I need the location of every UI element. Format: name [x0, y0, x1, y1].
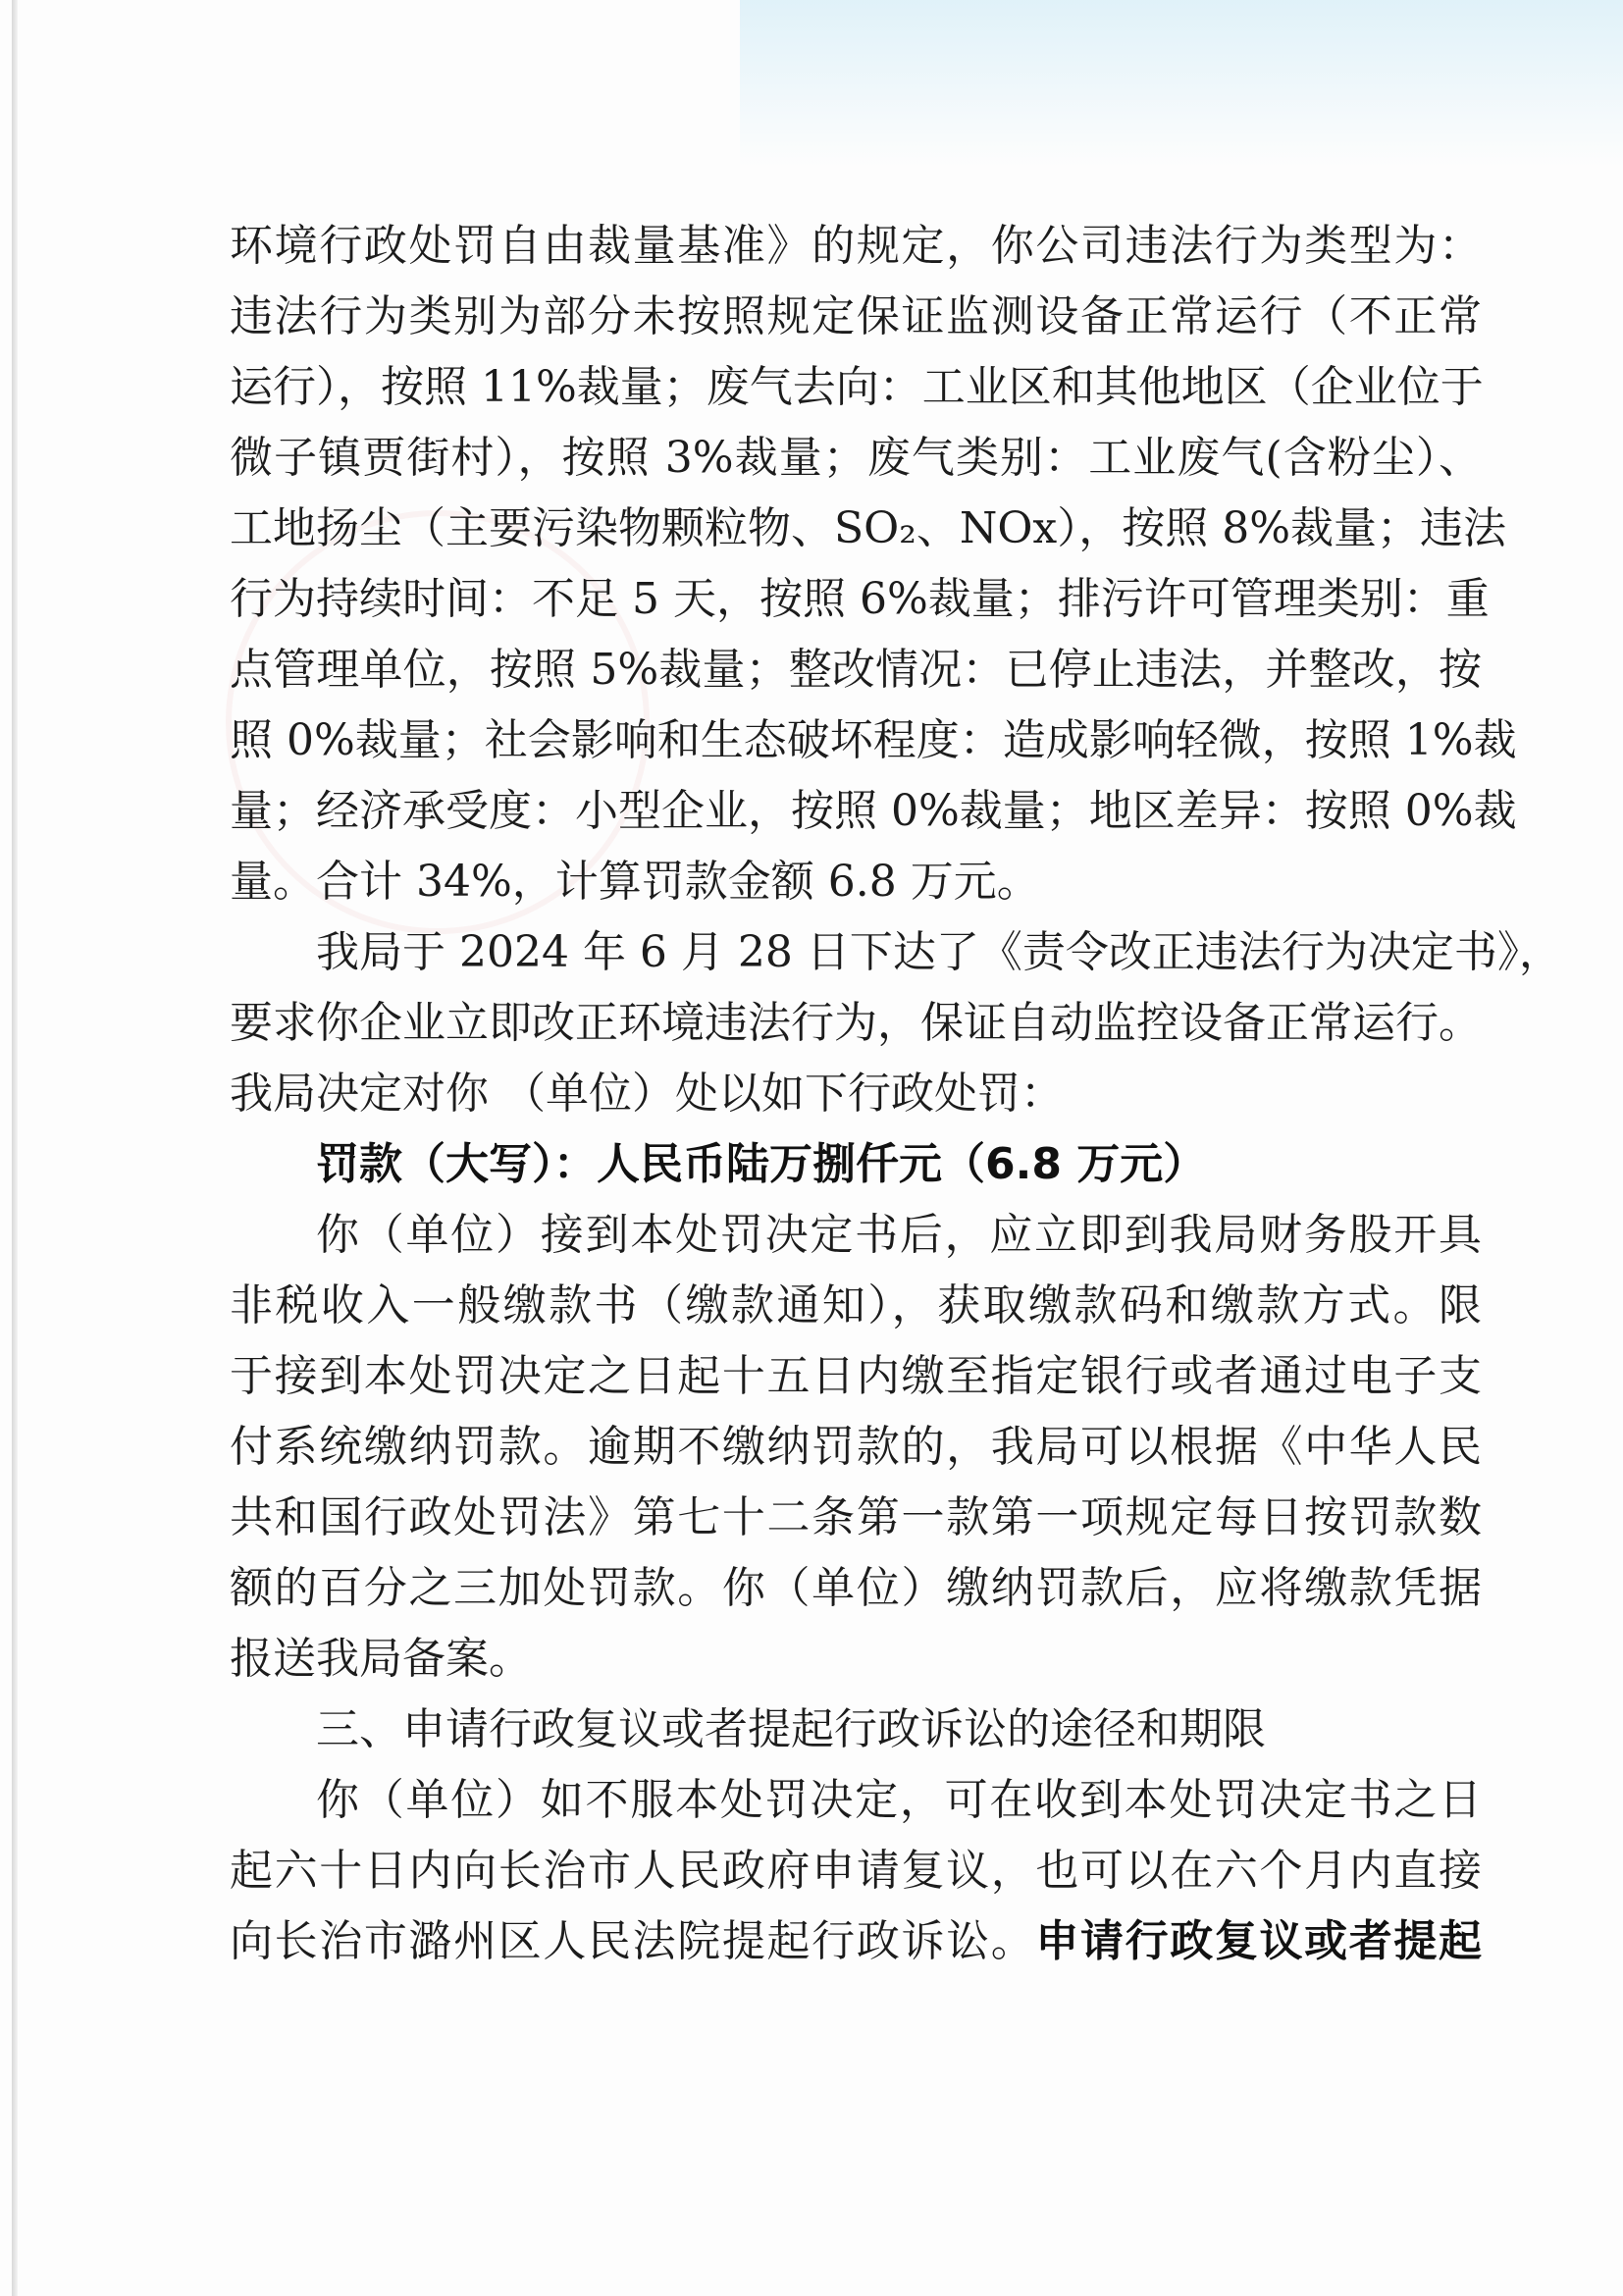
- body-line: 违法行为类别为部分未按照规定保证监测设备正常运行（不正常: [230, 291, 1482, 341]
- body-text: 向长治市潞州区人民法院提起行政诉讼。: [230, 1916, 1036, 1966]
- section-heading: 三、申请行政复议或者提起行政诉讼的途径和期限: [316, 1704, 1266, 1754]
- body-line: 非税收入一般缴款书（缴款通知），获取缴款码和缴款方式。限: [230, 1280, 1482, 1331]
- body-line: 额的百分之三加处罚款。你（单位）缴纳罚款后，应将缴款凭据: [230, 1563, 1482, 1613]
- bold-emphasis-text: 申请行政复议或者提起: [1035, 1916, 1483, 1966]
- body-line: 共和国行政处罚法》第七十二条第一款第一项规定每日按罚款数: [230, 1492, 1482, 1542]
- body-line: 行为持续时间：不足 5 天，按照 6%裁量；排污许可管理类别：重: [230, 574, 1490, 624]
- body-line: 要求你企业立即改正环境违法行为，保证自动监控设备正常运行。: [230, 998, 1482, 1048]
- body-line: 于接到本处罚决定之日起十五日内缴至指定银行或者通过电子支: [230, 1351, 1482, 1401]
- body-line: 起六十日内向长治市人民政府申请复议，也可以在六个月内直接: [230, 1846, 1482, 1896]
- body-line: 你（单位）接到本处罚决定书后，应立即到我局财务股开具: [316, 1210, 1482, 1260]
- body-line: 我局于 2024 年 6 月 28 日下达了《责令改正违法行为决定书》，: [316, 927, 1562, 977]
- body-line: 量；经济承受度：小型企业，按照 0%裁量；地区差异：按照 0%裁: [230, 786, 1517, 836]
- body-line: 你（单位）如不服本处罚决定，可在收到本处罚决定书之日: [316, 1775, 1482, 1825]
- body-line: 我局决定对你 （单位）处以如下行政处罚：: [230, 1069, 1064, 1119]
- scan-edge-shadow: [12, 0, 18, 2296]
- penalty-amount-line: 罚款（大写）：人民币陆万捌仟元（6.8 万元）: [316, 1139, 1207, 1189]
- scan-tint: [740, 0, 1623, 167]
- body-line: 点管理单位，按照 5%裁量；整改情况：已停止违法，并整改，按: [230, 645, 1482, 695]
- body-line: 工地扬尘（主要污染物颗粒物、SO₂、NOx），按照 8%裁量；违法: [230, 503, 1507, 553]
- body-line: 报送我局备案。: [230, 1634, 532, 1684]
- body-line: 付系统缴纳罚款。逾期不缴纳罚款的，我局可以根据《中华人民: [230, 1422, 1482, 1472]
- body-line: 运行），按照 11%裁量；废气去向：工业区和其他地区（企业位于: [230, 362, 1484, 412]
- body-line-mixed: [230, 1906, 1482, 1977]
- body-line: 环境行政处罚自由裁量基准》的规定，你公司违法行为类型为：: [230, 221, 1482, 271]
- body-line: 量。合计 34%，计算罚款金额 6.8 万元。: [230, 857, 1040, 907]
- body-line: 照 0%裁量；社会影响和生态破坏程度：造成影响轻微，按照 1%裁: [230, 715, 1517, 765]
- body-line: 微子镇贾街村），按照 3%裁量；废气类别：工业废气(含粉尘）、: [230, 433, 1482, 483]
- document-body: [230, 211, 1562, 1977]
